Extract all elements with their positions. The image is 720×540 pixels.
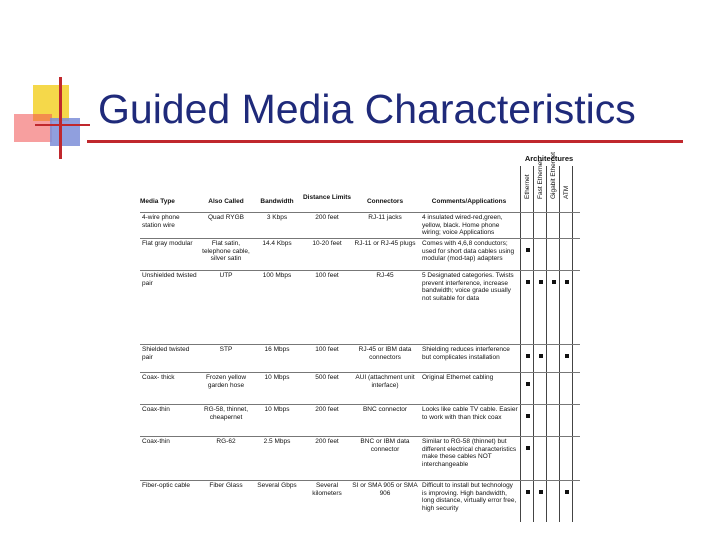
cell-connectors: AUI (attachment unit interface)	[355, 374, 415, 389]
cell-distance: 200 feet	[315, 406, 339, 413]
arch-support-mark	[526, 414, 530, 418]
arch-support-mark	[526, 354, 530, 358]
title-deco-blue	[50, 118, 80, 146]
arch-header-gigabit-ethernet: Gigabit Ethernet	[550, 152, 557, 199]
row-divider	[140, 372, 580, 373]
cell-media-type: Coax- thick	[142, 374, 175, 381]
row-divider	[140, 404, 580, 405]
cell-bandwidth: 16 Mbps	[264, 346, 290, 353]
column-header-also-called: Also Called	[208, 198, 244, 205]
cell-bandwidth: 100 Mbps	[262, 272, 292, 279]
cell-bandwidth: 2.5 Mbps	[263, 438, 291, 445]
cell-comments: Original Ethernet cabling	[422, 374, 494, 381]
cell-also-called: RG-58, thinnet, cheapernet	[203, 406, 249, 421]
column-header-distance-limits: Distance Limits	[302, 194, 352, 201]
cell-also-called: UTP	[219, 272, 233, 279]
cell-connectors: RJ-11 jacks	[368, 214, 402, 221]
cell-connectors: BNC connector	[362, 406, 408, 413]
cell-media-type: Coax-thin	[142, 406, 170, 413]
cell-connectors: RJ-11 or RJ-45 plugs	[354, 240, 416, 247]
title-deco-red	[14, 114, 52, 142]
cell-media-type: Flat gray modular	[142, 240, 193, 247]
cell-also-called: Frozen yellow garden hose	[205, 374, 247, 389]
cell-media-type: Unshielded twisted pair	[142, 272, 197, 287]
cell-comments: Similar to RG-58 (thinnet) but different electrical characteristics make these cables NOT interchangeable	[422, 438, 517, 468]
arch-support-mark	[526, 248, 530, 252]
title-underline	[87, 140, 683, 143]
column-header-comments: Comments/Applications	[431, 198, 507, 205]
page-title: Guided Media Characteristics	[98, 86, 636, 132]
arch-support-mark	[539, 354, 543, 358]
row-divider	[140, 238, 580, 239]
cell-distance: 10-20 feet	[312, 240, 342, 247]
row-divider	[140, 344, 580, 345]
cell-connectors: SI or SMA 905 or SMA 906	[352, 482, 418, 497]
cell-distance: 200 feet	[315, 214, 339, 221]
cell-media-type: Fiber-optic cable	[142, 482, 191, 489]
title-deco-vertical-rule	[59, 77, 62, 159]
cell-bandwidth: 10 Mbps	[264, 374, 290, 381]
arch-support-mark	[526, 446, 530, 450]
cell-connectors: BNC or IBM data connector	[360, 438, 410, 453]
row-divider	[140, 270, 580, 271]
arch-support-mark	[539, 280, 543, 284]
title-deco-short-rule	[35, 124, 90, 126]
column-header-connectors: Connectors	[366, 198, 404, 205]
arch-support-mark	[552, 280, 556, 284]
arch-header-ethernet: Ethernet	[524, 174, 531, 199]
cell-distance: Several kilometers	[312, 482, 342, 497]
cell-also-called: STP	[219, 346, 233, 353]
arch-support-mark	[526, 382, 530, 386]
cell-also-called: RG-62	[216, 438, 236, 445]
cell-bandwidth: 14.4 Kbps	[262, 240, 292, 247]
arch-header-atm: ATM	[563, 185, 570, 199]
cell-also-called: Flat satin, telephone cable, silver satin	[202, 240, 250, 262]
arch-support-mark	[539, 490, 543, 494]
cell-comments: Shielding reduces interference but complicates installation	[422, 346, 510, 361]
column-header-media-type: Media Type	[140, 198, 175, 205]
row-divider	[140, 212, 580, 213]
row-divider	[140, 436, 580, 437]
cell-comments: Difficult to install but technology is improving. High bandwidth, long distance, virtually error free, high security	[422, 482, 517, 512]
row-divider	[140, 480, 580, 481]
cell-comments: Looks like cable TV cable. Easier to work with than thick coax	[422, 406, 518, 421]
media-table	[140, 152, 580, 522]
arch-support-mark	[526, 490, 530, 494]
arch-support-mark	[526, 280, 530, 284]
cell-distance: 200 feet	[315, 438, 339, 445]
cell-bandwidth: Several Gbps	[257, 482, 297, 489]
cell-media-type: Coax-thin	[142, 438, 170, 445]
cell-media-type: 4-wire phone station wire	[142, 214, 180, 229]
cell-bandwidth: 3 Kbps	[266, 214, 288, 221]
arch-support-mark	[565, 490, 569, 494]
cell-media-type: Shielded twisted pair	[142, 346, 190, 361]
cell-distance: 100 feet	[315, 272, 339, 279]
cell-distance: 100 feet	[315, 346, 339, 353]
arch-support-mark	[565, 280, 569, 284]
cell-connectors: RJ-45 or IBM data connectors	[358, 346, 412, 361]
cell-distance: 500 feet	[315, 374, 339, 381]
cell-comments: 4 insulated wired-red,green, yellow, black. Home phone wiring; voice Applications	[422, 214, 503, 236]
cell-comments: 5 Designated categories. Twists prevent interference, increase bandwidth; voice grade usually not suitable for data	[422, 272, 514, 302]
cell-also-called: Quad RYGB	[207, 214, 244, 221]
architectures-heading: Architectures	[524, 154, 574, 163]
cell-comments: Comes with 4,6,8 conductors; used for short data cables using modular (mod-tap) adapters	[422, 240, 515, 262]
arch-support-mark	[565, 354, 569, 358]
cell-bandwidth: 10 Mbps	[264, 406, 290, 413]
column-header-bandwidth: Bandwidth	[260, 198, 294, 205]
arch-header-fast-ethernet: Fast Ethernet	[537, 159, 544, 199]
cell-also-called: Fiber Glass	[209, 482, 243, 489]
cell-connectors: RJ-45	[376, 272, 394, 279]
